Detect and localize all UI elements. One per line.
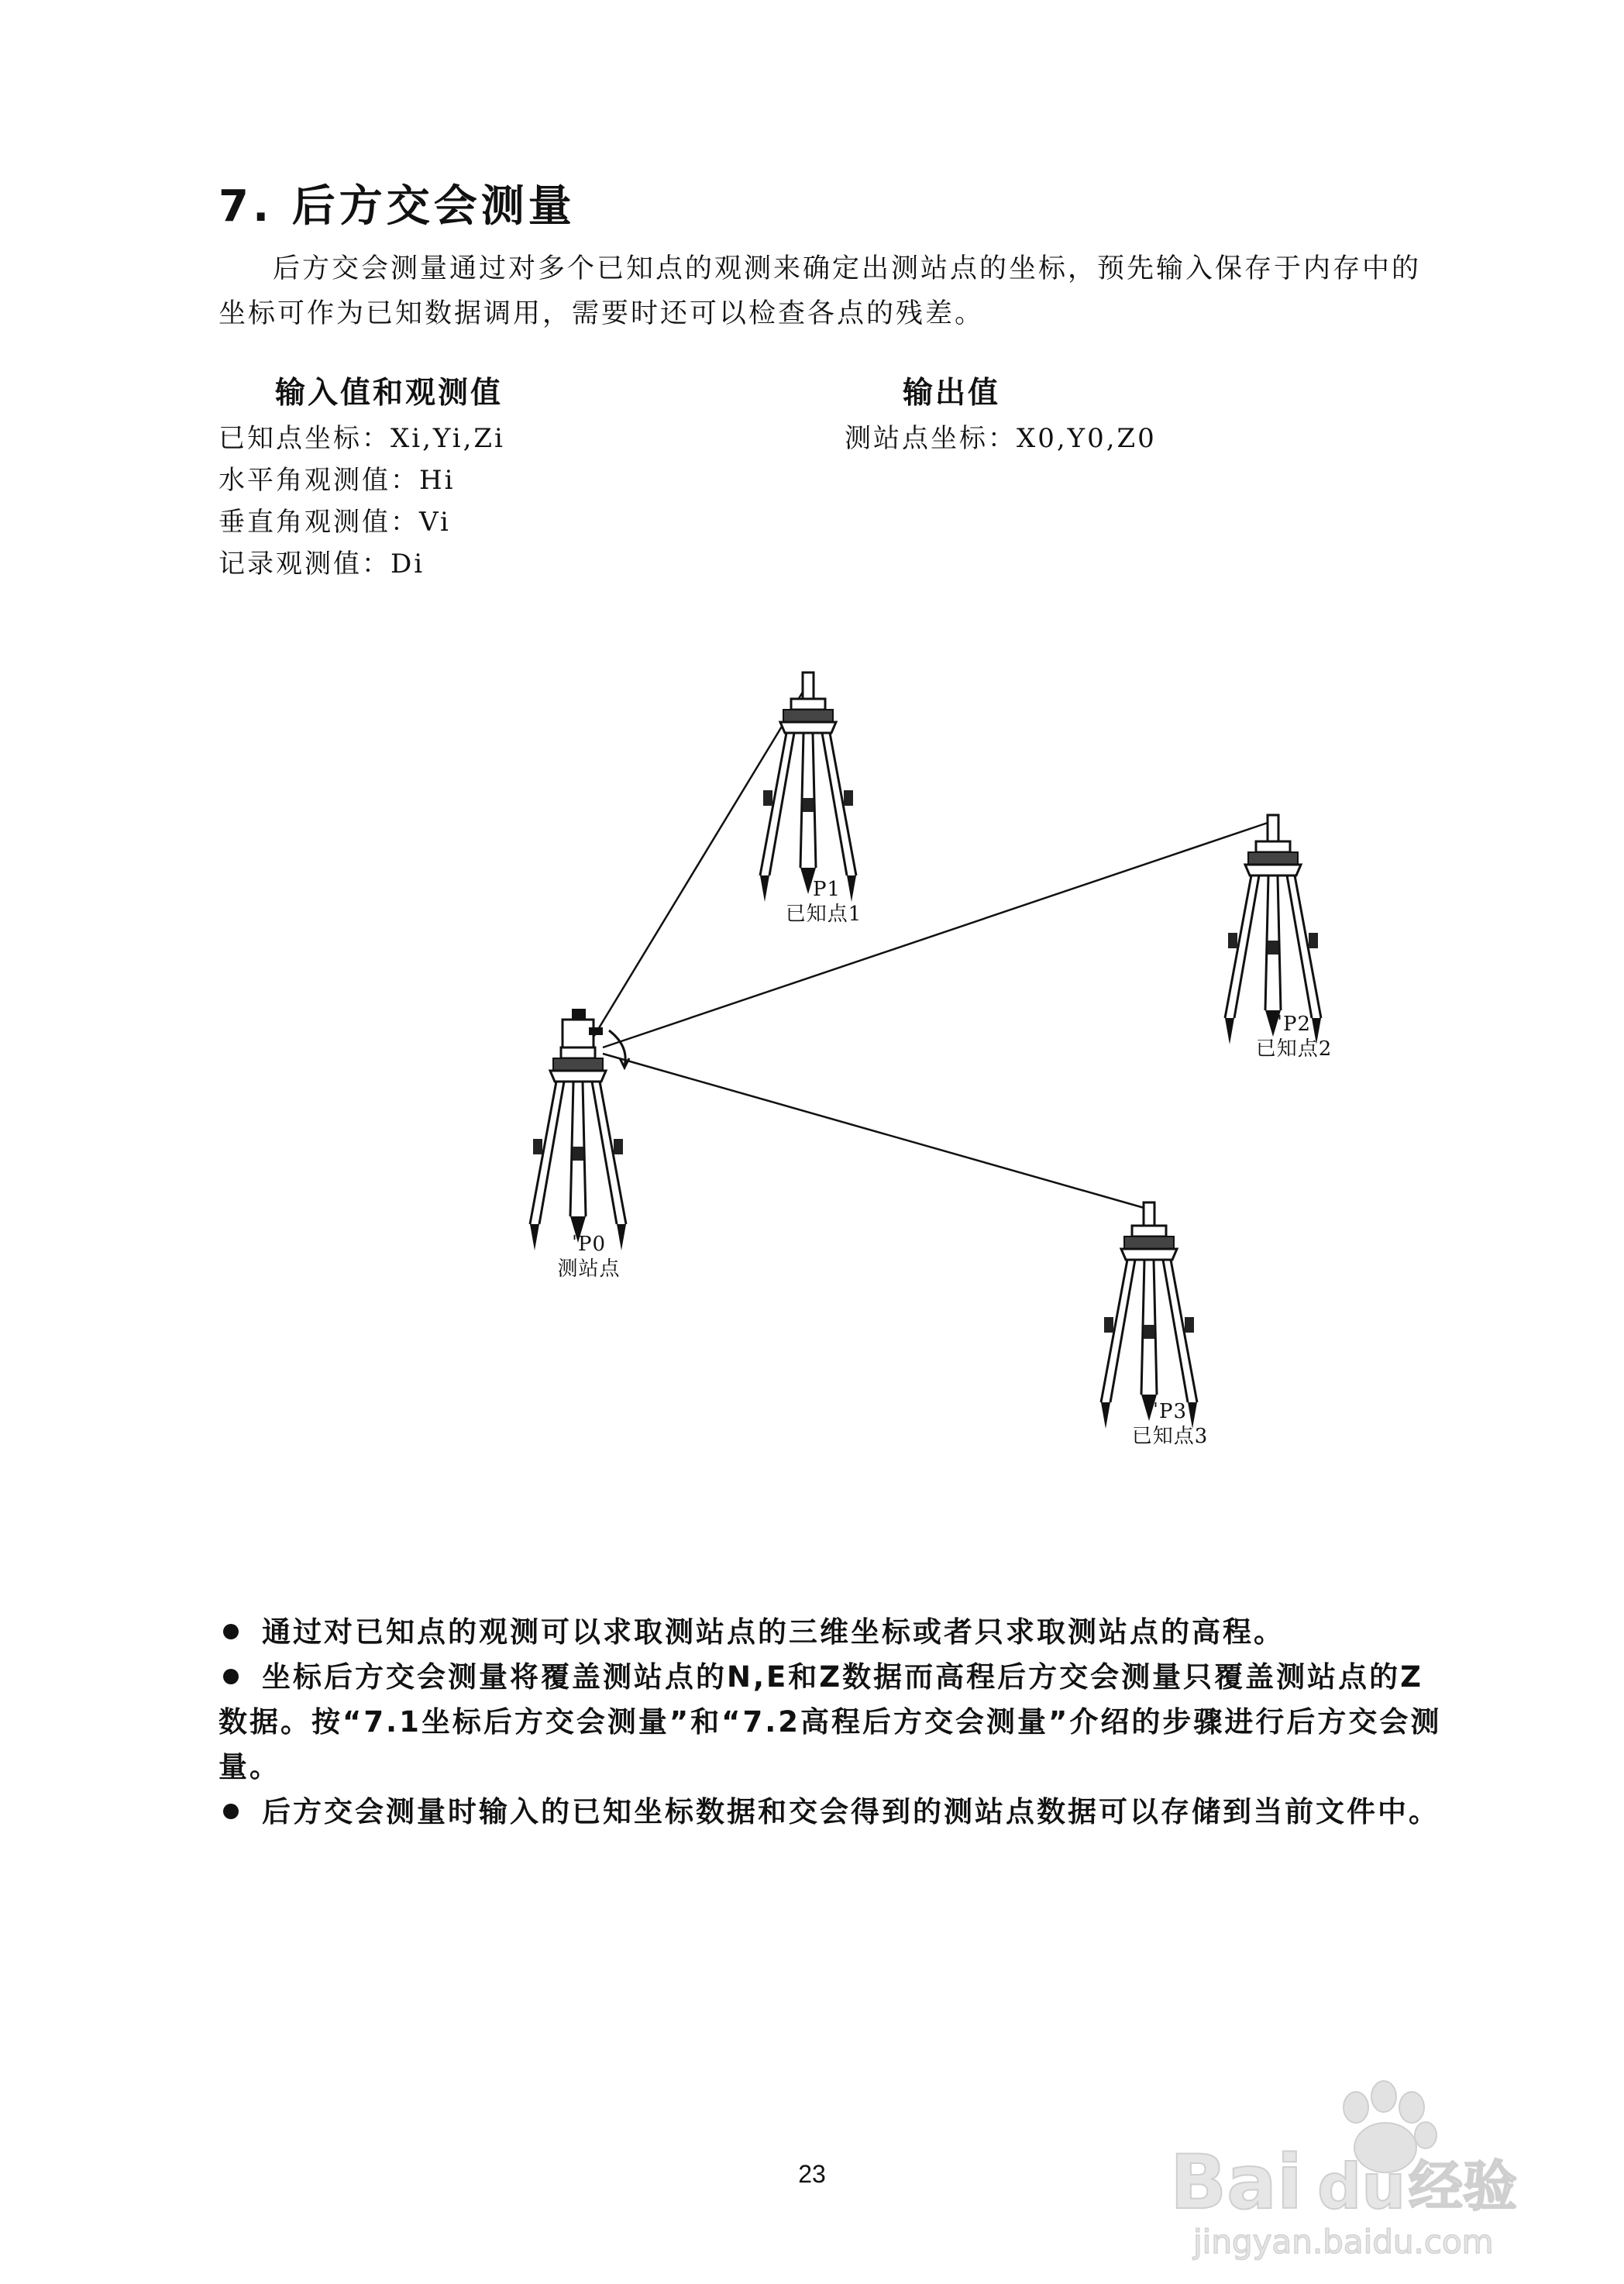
label-p2-name: 已知点2: [1255, 1037, 1333, 1061]
label-p1-id: P1: [813, 878, 841, 901]
input-line-distance: 记录观测值：Di: [218, 549, 425, 580]
label-p1: ˈP1 已知点1: [769, 877, 878, 927]
label-p3-name: 已知点3: [1131, 1425, 1209, 1448]
prism-p2-icon: [1225, 815, 1321, 1044]
label-p2-id: P2: [1283, 1013, 1312, 1036]
intro-text: 后方交会测量通过对多个已知点的观测来确定出测站点的坐标，预先输入保存于内存中的坐标可作为已知数据调用，需要时还可以检查各点的残差。: [218, 253, 1422, 329]
input-line-known-coords: 已知点坐标：Xi,Yi,Zi: [218, 423, 505, 454]
label-p0: ˈP0 测站点: [535, 1232, 643, 1281]
svg-text:Bai: Bai: [1170, 2139, 1302, 2226]
bullet-item: 通过对已知点的观测可以求取测站点的三维坐标或者只求取测站点的高程。: [218, 1610, 1450, 1655]
bullet-list: [218, 1610, 1450, 1835]
prism-p3-icon: [1101, 1202, 1197, 1429]
svg-text:du: du: [1317, 2151, 1406, 2223]
bullet-dot-icon: [223, 1669, 239, 1684]
outputs-heading: 输出值: [903, 376, 1001, 411]
label-p1-name: 已知点1: [785, 903, 862, 926]
svg-text:jingyan.baidu.com: jingyan.baidu.com: [1193, 2223, 1494, 2261]
label-p3: ˈP3 已知点3: [1116, 1399, 1224, 1449]
label-p3-id: P3: [1159, 1400, 1188, 1423]
page-number: 23: [798, 2160, 826, 2188]
label-p0-name: 测站点: [557, 1257, 621, 1281]
page-title: 7. 后方交会测量: [218, 181, 576, 232]
inputs-heading: 输入值和观测值: [275, 376, 504, 411]
label-p2: ˈP2 已知点2: [1240, 1012, 1348, 1061]
bullet-item: 后方交会测量时输入的已知坐标数据和交会得到的测站点数据可以存储到当前文件中。: [218, 1790, 1450, 1835]
output-line-station-coords: 测站点坐标：X0,Y0,Z0: [845, 423, 1157, 454]
label-p0-id: P0: [578, 1233, 607, 1256]
input-line-horizontal-angle: 水平角观测值：Hi: [218, 465, 456, 496]
baidu-watermark-logo: [1162, 2061, 1534, 2262]
bullet-dot-icon: [223, 1624, 239, 1639]
prism-p1-icon: [760, 672, 856, 902]
bullet-item: 坐标后方交会测量将覆盖测站点的N,E和Z数据而高程后方交会测量只覆盖测站点的Z数据。按“7.1坐标后方交会测量”和“7.2高程后方交会测量”介绍的步骤进行后方交会测量。: [218, 1660, 1442, 1784]
bullet-dot-icon: [223, 1804, 239, 1819]
input-line-vertical-angle: 垂直角观测值：Vi: [218, 507, 451, 538]
svg-text:经验: 经验: [1409, 2155, 1517, 2218]
